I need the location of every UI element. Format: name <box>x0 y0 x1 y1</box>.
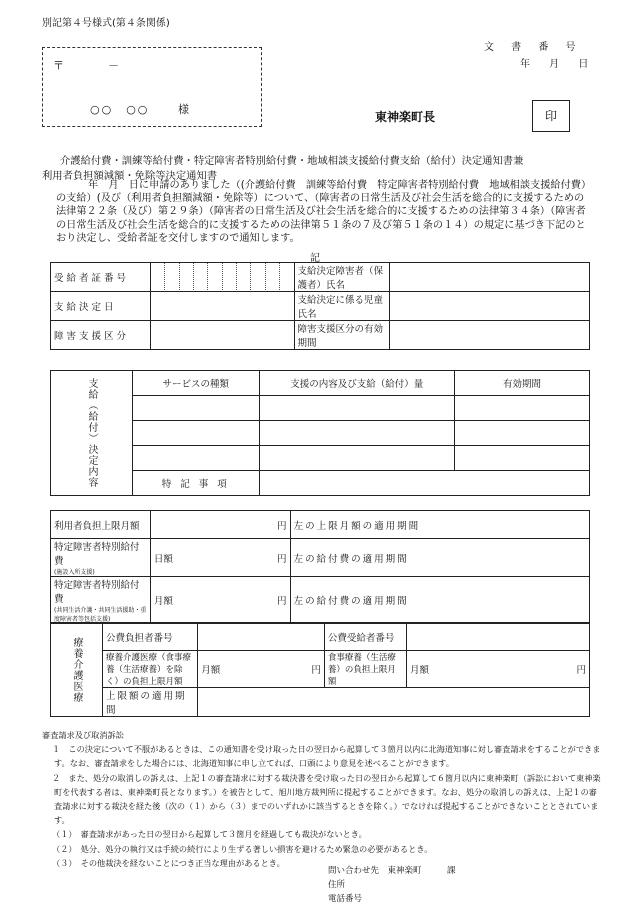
special-notes-label: 特 記 事 項 <box>133 471 260 496</box>
monthly-amount-unit: 円 <box>277 596 287 607</box>
class-validity-value <box>390 321 590 350</box>
table-cell <box>259 446 455 471</box>
form-title: 別記第４号様式(第４条関係) <box>42 18 170 29</box>
medical-month-unit: 円 <box>311 665 321 676</box>
table-cell <box>259 396 455 421</box>
special-notes-value <box>259 471 589 496</box>
cost-burden-table <box>50 510 590 624</box>
notice-title-line2: 利用者負担額減額・免除等決定通知書 <box>42 170 218 182</box>
public-payer-number-label: 公費負担者番号 <box>103 623 198 651</box>
table-cell <box>133 421 260 446</box>
decided-person-label: 支給決定障害者（保護者）氏名 <box>294 263 390 292</box>
limit-period-label: 上限額の適用期間 <box>103 688 198 717</box>
benefit-decision-side-label: 支給（給付）決定内容 <box>51 371 133 496</box>
group-home-benefit-title: 特定障害者特別給付費 <box>54 580 140 605</box>
meal-month-unit: 円 <box>576 665 586 676</box>
appeal-notes <box>42 728 602 870</box>
cert-number-label: 受給者証番号 <box>51 263 151 292</box>
table-cell <box>259 421 455 446</box>
col-valid-period: 有効期間 <box>455 371 590 396</box>
contact-phone: 電話番号 <box>328 894 363 904</box>
burden-limit-period-label: 左の上限月額の適用期間 <box>290 511 589 539</box>
facility-benefit-period-label: 左の給付費の適用期間 <box>290 539 589 577</box>
postal-mark: 〒 <box>53 59 64 72</box>
honorific: 様 <box>178 103 189 116</box>
decided-person-value <box>390 263 590 292</box>
group-home-benefit-label <box>51 577 151 624</box>
contact-address: 住所 <box>328 880 346 890</box>
daily-amount-unit: 円 <box>277 553 287 565</box>
limit-period-value <box>198 688 590 717</box>
seal-box: 印 <box>532 100 570 132</box>
daily-amount-label: 日額 <box>153 553 173 565</box>
facility-benefit-amount <box>150 539 290 577</box>
cert-number-cells <box>150 263 294 292</box>
addressee-name: ○○ ○○ <box>90 103 150 116</box>
facility-benefit-label <box>51 539 151 577</box>
note-sub-1: （１） 審査請求があった日の翌日から起算して３箇月を経過しても裁決がないとき。 <box>52 829 367 840</box>
medical-month-label: 月額 <box>201 665 221 676</box>
issuer-name: 東神楽町長 <box>375 110 436 124</box>
note-2: ２ また、処分の取消しの訴えは、上記１の審査請求に対する裁決書を受け取った日の翌日から起算して６箇月以内に東神楽町（訴訟において東神楽町を代表する者は、東神楽町長となります。）を被告として、旭川地方裁判所に提起することができます。なお、処分の取消しの訴えは、上記１の審査請求に対する裁決を経た後（次の（１）から（３）までのいずれかに該当するときを除く。）でなければ提起することができないこととされています。 <box>52 772 601 826</box>
col-service-type: サービスの種類 <box>133 371 260 396</box>
meal-limit-label: 食事療養（生活療養）の負担上限月額 <box>324 651 406 688</box>
decision-date-label: 支給決定日 <box>51 292 151 321</box>
notice-body: 年 月 日に申請のありました（(介護給付費 訓練等給付費 特定障害者特別給付費 地域相談支援給付費）の支給）(及び（利用者負担額減額・免除等）について、（障害者の日常生活及び社会生活を総合的に支援するための法律第２２条（及び）第２９条）（障害者の日常生活及び社会生活を総合的に支援するための法律第３４条）（障害者の日常生活及び社会生活を総合的に支援するための法律第５１条の７及び第５１条の１４）の規定に基づき下記のとおり決定し、受給者証を交付しますので通知します。 <box>56 180 587 244</box>
address-box <box>42 47 262 127</box>
benefit-decision-table <box>50 370 590 496</box>
disability-class-value <box>150 321 294 350</box>
meal-limit-amount <box>407 651 590 688</box>
ki-mark: 記 <box>310 253 320 264</box>
burden-limit-label: 利用者負担上限月額 <box>51 511 151 539</box>
recipient-info-table <box>50 262 590 350</box>
medical-care-side-label: 療養介護医療 <box>51 623 103 717</box>
contact-line: 問い合わせ先 東神楽町 課 <box>328 866 456 876</box>
table-cell <box>455 396 590 421</box>
postal-dash: － <box>108 59 119 72</box>
medical-limit-amount <box>198 651 325 688</box>
group-home-benefit-amount <box>150 577 290 624</box>
class-validity-label: 障害支援区分の有効期間 <box>294 321 390 350</box>
col-support-content: 支援の内容及び支給（給付）量 <box>259 371 455 396</box>
burden-limit-unit: 円 <box>150 511 290 539</box>
decision-date-value <box>150 292 294 321</box>
child-name-label: 支給決定に係る児童氏名 <box>294 292 390 321</box>
group-home-benefit-period-label: 左の給付費の適用期間 <box>290 577 589 624</box>
public-recipient-number-value <box>407 623 590 651</box>
table-cell <box>455 421 590 446</box>
note-1: １ この決定について不服があるときは、この通知書を受け取った日の翌日から起算して３箇月以内に北海道知事に対し審査請求をすることができます。なお、審査請求をした場合には、北海道知事に申し立てれば、口頭により意見を述べることができます。 <box>52 744 601 769</box>
medical-care-table <box>50 622 590 717</box>
notice-title-line1: 介護給付費・訓練等給付費・特定障害者特別給付費・地域相談支援給付費支給（給付）決定通知書兼 <box>60 155 524 167</box>
note-sub-2: （２） 処分、処分の執行又は手続の続行により生ずる著しい損害を避けるため緊急の必要があるとき。 <box>52 843 433 854</box>
note-sub-3: （３） その他裁決を経ないことにつき正当な理由があるとき。 <box>52 857 285 868</box>
group-home-benefit-sub: (共同生活介護・共同生活援助・重度障害者等包括支援) <box>54 607 147 623</box>
public-payer-number-value <box>198 623 325 651</box>
contact-block <box>328 864 456 906</box>
document-date-label: 年 月 日 <box>520 59 597 70</box>
public-recipient-number-label: 公費受給者番号 <box>324 623 406 651</box>
table-cell <box>133 396 260 421</box>
monthly-amount-label: 月額 <box>153 596 173 607</box>
facility-benefit-sub: (施設入所支援) <box>54 569 95 576</box>
table-cell <box>455 446 590 471</box>
meal-month-label: 月額 <box>410 665 430 676</box>
document-number-label: 文 書 番 号 <box>484 42 583 53</box>
child-name-value <box>390 292 590 321</box>
disability-class-label: 障害支援区分 <box>51 321 151 350</box>
medical-limit-label: 療養介護医療（食事療養（生活療養）を除く）の負担上限月額 <box>103 651 198 688</box>
notes-heading: 審査請求及び取消訴訟 <box>42 730 124 740</box>
facility-benefit-title: 特定障害者特別給付費 <box>54 542 140 567</box>
table-cell <box>133 446 260 471</box>
